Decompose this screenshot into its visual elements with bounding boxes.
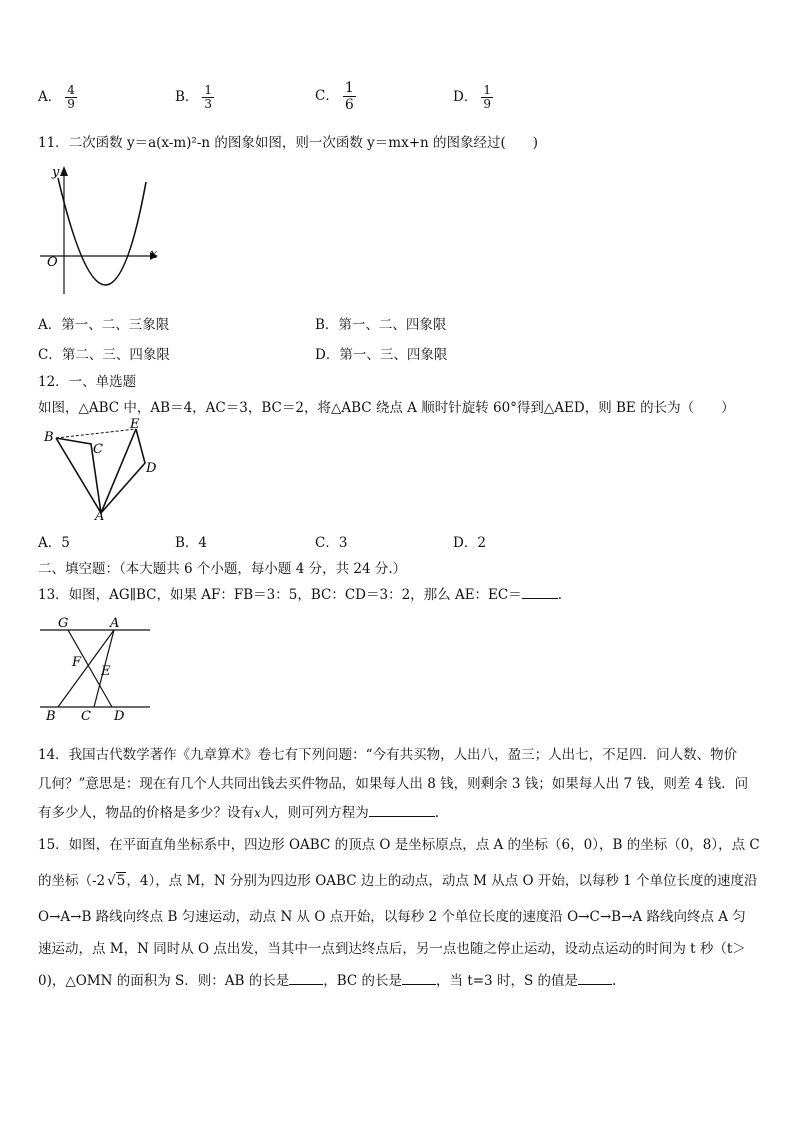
q15-line-1: 15．如图，在平面直角坐标系中，四边形 OABC 的顶点 O 是坐标原点，点 A 的坐标（6，0），B 的坐标（0，8），点 C xyxy=(38,837,760,853)
q12-stem: 如图，△ABC 中，AB＝4，AC＝3，BC＝2，将△ABC 绕点 A 顺时针旋转 60°得到△AED，则 BE 的长为（ ） xyxy=(38,400,735,416)
q10-option-b-fraction: $\frac{1}{3}$ xyxy=(204,83,213,111)
q15-sqrt: √5 xyxy=(107,873,126,889)
q13-label-c: C xyxy=(81,709,91,722)
q11-option-d: D．第一、三、四象限 xyxy=(315,347,448,363)
q10-option-d-fraction: $\frac{1}{9}$ xyxy=(483,83,491,111)
q11-origin-label: O xyxy=(47,255,58,270)
q13-label-d: D xyxy=(114,709,125,722)
q12-option-b: B．4 xyxy=(175,535,208,551)
q14-answer-blank xyxy=(369,804,435,817)
q10-option-b: B． $\frac{1}{3}$ xyxy=(175,83,213,111)
q13-stem: 13．如图，AG∥BC，如果 AF：FB＝3：5，BC：CD＝3：2，那么 AE：EC＝ . xyxy=(38,587,563,603)
q10-option-a: A． $\frac{4}{9}$ xyxy=(38,83,75,111)
q15-line-5: 0)，△OMN 的面积为 S．则：AB 的长是 ，BC 的长是 ，当 t=3 时，S 的值是 . xyxy=(38,973,617,989)
q12-option-d: D．2 xyxy=(453,535,486,551)
q13-label-f: F xyxy=(72,655,82,670)
q12-option-c: C．3 xyxy=(315,535,348,551)
q15-line-4: 速运动，点 M，N 同时从 O 点出发，当其中一点到达终点后，另一点也随之停止运动，设动点运动的时间为 t 秒（t＞ xyxy=(38,941,746,957)
q14-line-3: 有多少人，物品的价格是多少？设有x人，则可列方程为 . xyxy=(38,805,440,821)
q15-ab-blank xyxy=(289,972,323,985)
q12-label-e: E xyxy=(130,417,140,432)
q11-y-axis-label: y xyxy=(52,165,60,180)
q11-stem: 11．二次函数 y＝a(x-m)²-n 的图象如图，则一次函数 y＝mx+n 的图象经过( ) xyxy=(38,135,539,151)
q12-label-b: B xyxy=(44,430,54,445)
q12-title: 12．一、单选题 xyxy=(38,374,137,390)
q12-label-c: C xyxy=(93,442,103,457)
q15-s-blank xyxy=(578,972,612,985)
q13-label-e: E xyxy=(101,664,111,679)
q13-answer-blank xyxy=(522,586,558,599)
q15-line-2: 的坐标（-2 √5，4），点 M，N 分别为四边形 OABC 边上的动点，动点 M 从点 O 开始，以每秒 1 个单位长度的速度沿 xyxy=(38,873,758,889)
q12-label-a: A xyxy=(95,509,105,522)
q13-label-g: G xyxy=(58,616,69,631)
q10-option-a-fraction: $\frac{4}{9}$ xyxy=(67,83,75,111)
q10-option-c-fraction: $\frac{1}{6}$ xyxy=(344,80,354,113)
q11-option-c: C．第二、三、四象限 xyxy=(38,347,170,363)
q15-bc-blank xyxy=(402,972,436,985)
q10-option-c: C． $\frac{1}{6}$ xyxy=(315,80,354,113)
q11-x-axis-label: x xyxy=(150,247,158,262)
q13-label-a: A xyxy=(110,616,120,631)
q11-option-b: B．第一、二、四象限 xyxy=(315,317,447,333)
q13-label-b: B xyxy=(46,709,56,722)
q12-option-a: A．5 xyxy=(38,535,70,551)
q14-line-1: 14．我国古代数学著作《九章算术》卷七有下列问题：“今有共买物，人出八，盈三；人出七，不足四．问人数、物价 xyxy=(38,747,738,763)
q15-line-3: O→A→B 路线向终点 B 匀速运动，动点 N 从 O 点开始，以每秒 2 个单位长度的速度沿 O→C→B→A 路线向终点 A 匀 xyxy=(38,909,746,925)
q11-parabola-figure xyxy=(38,160,168,298)
q13-parallel-figure xyxy=(38,612,154,722)
q11-option-a: A．第一、二、三象限 xyxy=(38,317,170,333)
q10-option-d: D． $\frac{1}{9}$ xyxy=(453,83,491,111)
q14-line-2: 几何？”意思是：现在有几个人共同出钱去买件物品，如果每人出 8 钱，则剩余 3 钱；如果每人出 7 钱，则差 4 钱．问 xyxy=(38,776,749,792)
q12-rotation-figure xyxy=(38,416,162,522)
q12-label-d: D xyxy=(146,461,157,476)
section-2-heading: 二、填空题：（本大题共 6 个小题，每小题 4 分，共 24 分.） xyxy=(38,561,407,577)
